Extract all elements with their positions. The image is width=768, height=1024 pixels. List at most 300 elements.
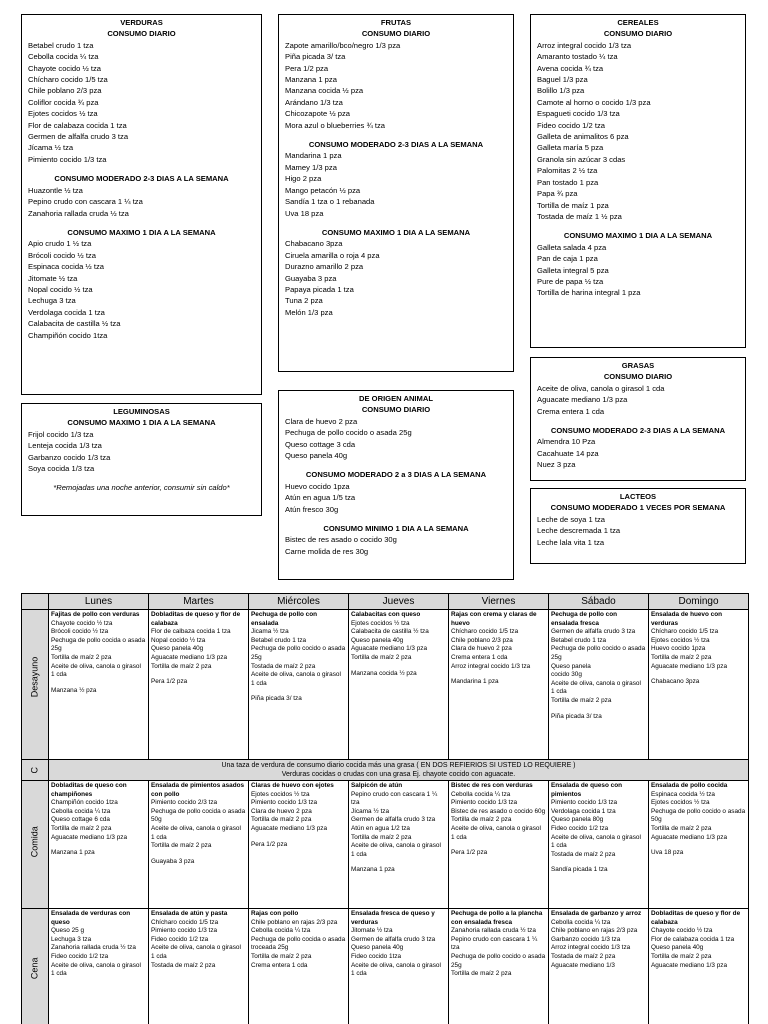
animal-box	[278, 390, 514, 580]
food-item: Apio crudo 1 ½ tza	[28, 239, 92, 249]
line-spacer	[51, 680, 146, 687]
food-item: Ejotes cocidos ½ tza	[28, 109, 98, 119]
food-item: Arroz integral cocido 1/3 tza	[537, 40, 632, 50]
meal-row	[22, 909, 749, 1024]
food-item: Arándano 1/3 tza	[285, 97, 343, 107]
food-item: Palomitas 2 ½ tza	[537, 166, 598, 176]
dish-ingredient: Aceite de oliva, canola o girasol 1 cda	[351, 961, 441, 978]
dish-ingredient: Chayote cocido ½ tza	[651, 927, 713, 935]
food-item: Queso panela 40g	[285, 451, 348, 461]
dish-title: Pechuga de pollo con ensalada	[251, 611, 318, 627]
food-item: Manzana cocida ½ pza	[285, 86, 364, 96]
dish-ingredient: Sandía picada 1 tza	[551, 866, 608, 874]
food-item: Crema entera 1 cda	[537, 406, 605, 416]
line-spacer	[551, 859, 646, 866]
food-item: Jitomate ½ tza	[28, 273, 78, 283]
dish-ingredient: Aceite de oliva, canola o girasol 1 cda	[451, 824, 541, 841]
dish-ingredient: Lechuga 3 tza	[51, 935, 92, 943]
section-heading: CONSUMO MAXIMO 1 DIA A LA SEMANA	[67, 227, 216, 237]
food-item: Tostada de maíz 1 ½ pza	[537, 211, 622, 221]
food-item: Nuez 3 pza	[537, 460, 576, 470]
dish-ingredient: Crema entera 1 cda	[251, 961, 308, 969]
dish-ingredient: Champiñón cocido 1tza	[51, 799, 118, 807]
food-item: Nopal cocido ½ tza	[28, 284, 93, 294]
meal-cell	[549, 610, 649, 760]
day-header: Domingo	[649, 594, 749, 610]
dish-ingredient: Tortilla de maíz 2 pza	[351, 653, 412, 661]
dish-ingredient: Aguacate mediano 1/3 pza	[51, 833, 128, 841]
food-item: Tortilla de harina integral 1 pza	[537, 288, 641, 298]
food-item: Melón 1/3 pza	[285, 307, 333, 317]
food-item: Granola sin azúcar 3 cdas	[537, 154, 626, 164]
dish-ingredient: Cebolla cocida ¼ tza	[51, 807, 111, 815]
dish-ingredient: Fideo cocido 1tza	[351, 952, 402, 960]
line-spacer	[151, 851, 246, 858]
colacion-label: C	[29, 766, 40, 774]
food-item: Galleta de animalitos 6 pza	[537, 132, 629, 142]
dish-ingredient: Tortilla de maíz 2 pza	[251, 952, 312, 960]
meal-cell	[349, 610, 449, 760]
dish-ingredient: Mandarina 1 pza	[451, 678, 499, 686]
dish-ingredient: Fideo cocido 1/2 tza	[51, 952, 109, 960]
food-item: Avena cocida ¾ tza	[537, 63, 604, 73]
dish-title: Pechuga de pollo con ensalada fresca	[551, 611, 618, 627]
dish-ingredient: Zanahoria rallada cruda ½ tza	[51, 944, 136, 952]
dish-ingredient: Piña picada 3/ tza	[251, 695, 302, 703]
dish-title: Ensalada de garbanzo y arroz	[551, 910, 642, 917]
dish-ingredient: Aguacate mediano 1/3 pza	[651, 961, 728, 969]
dish-ingredient: Chícharo cocido 1/5 tza	[651, 628, 719, 636]
food-item: Queso cottage 3 cda	[285, 439, 356, 449]
meal-cell	[449, 781, 549, 909]
meal-cell	[49, 909, 149, 1024]
meal-cell	[49, 610, 149, 760]
food-item: Baguel 1/3 pza	[537, 75, 588, 85]
food-item: Papaya picada 1 tza	[285, 284, 354, 294]
food-item: Garbanzo cocido 1/3 tza	[28, 452, 111, 462]
section-heading: CONSUMO MODERADO 1 VECES POR SEMANA	[550, 503, 726, 513]
dish-ingredient: Chile poblano en rajas 2/3 pza	[551, 927, 638, 935]
dish-ingredient: Tortilla de maíz 2 pza	[151, 842, 212, 850]
dish-ingredient: Aguacate mediano 1/3 pza	[651, 833, 728, 841]
dish-ingredient: Pechuga de pollo cocido o asada 25g	[251, 645, 346, 661]
dish-ingredient: Crema entera 1 cda	[451, 653, 508, 661]
group-note: *Remojadas una noche anterior, consumir sin caldo*	[53, 483, 230, 493]
food-item: Leche lala vita 1 tza	[537, 537, 605, 547]
line-spacer	[251, 688, 346, 695]
day-header: Miércoles	[249, 594, 349, 610]
food-item: Uva 18 pza	[285, 208, 324, 218]
meal-plan-table	[21, 593, 749, 1024]
verduras-box	[21, 14, 262, 395]
dish-title: Claras de huevo con ejotes	[251, 782, 334, 789]
food-item: Piña picada 3/ tza	[285, 52, 346, 62]
dish-ingredient: Flor de calabaza cocida 1 tza	[651, 935, 735, 943]
meal-cell	[149, 781, 249, 909]
section-gap	[28, 219, 255, 227]
line-spacer	[151, 671, 246, 678]
dish-ingredient: Nopal cocido ½ tza	[151, 636, 206, 644]
food-item: Lenteja cocida 1/3 tza	[28, 441, 102, 451]
dish-ingredient: Tortilla de maíz 2 pza	[651, 952, 712, 960]
food-item: Mandarina 1 pza	[285, 151, 342, 161]
dish-ingredient: Bistec de res asado o cocido 60g	[451, 807, 546, 815]
dish-title: Ensalada de pimientos asados con pollo	[151, 782, 245, 798]
meal-cell	[249, 610, 349, 760]
line-spacer	[451, 842, 546, 849]
food-item: Champiñón cocido 1tza	[28, 330, 108, 340]
dish-title: Dobladitas de queso y flor de calabaza	[651, 910, 741, 926]
dish-ingredient: Tortilla de maíz 2 pza	[551, 696, 612, 704]
dish-ingredient: Tortilla de maíz 2 pza	[151, 662, 212, 670]
day-header: Martes	[149, 594, 249, 610]
section-gap	[537, 222, 739, 230]
meal-row	[22, 781, 749, 909]
days-header-row	[22, 594, 749, 610]
food-item: Higo 2 pza	[285, 174, 322, 184]
dish-ingredient: Tortilla de maíz 2 pza	[651, 653, 712, 661]
dish-ingredient: Atún en agua 1/2 tza	[351, 824, 410, 832]
section-heading: CONSUMO MODERADO 2-3 DIAS A LA SEMANA	[308, 140, 484, 150]
food-item: Pechuga de pollo cocido o asada 25g	[285, 428, 412, 438]
food-item: Pera 1/2 pza	[285, 63, 329, 73]
dish-ingredient: Chabacano 3pza	[651, 678, 700, 686]
food-item: Betabel crudo 1 tza	[28, 40, 94, 50]
food-item: Carne molida de res 30g	[285, 546, 369, 556]
dish-ingredient: Tortilla de maíz 2 pza	[451, 970, 512, 978]
section-heading: CONSUMO DIARIO	[361, 29, 431, 39]
food-item: Soya cocida 1/3 tza	[28, 464, 95, 474]
day-header: Lunes	[49, 594, 149, 610]
dish-title: Ensalada de huevo con verduras	[651, 611, 723, 627]
food-item: Cebolla cocida ¼ tza	[28, 52, 99, 62]
dish-ingredient: Chícharo cocido 1/5 tza	[451, 628, 519, 636]
meal-cell	[649, 781, 749, 909]
section-heading: CONSUMO DIARIO	[603, 372, 673, 382]
dish-ingredient: Uva 18 pza	[651, 849, 684, 857]
dish-ingredient: Piña picada 3/ tza	[551, 712, 602, 720]
food-item: Lechuga 3 tza	[28, 296, 76, 306]
group-title: CEREALES	[617, 18, 659, 27]
dish-ingredient: Ejotes cocidos ½ tza	[651, 799, 710, 807]
dish-ingredient: Espinaca cocida ½ tza	[651, 790, 715, 798]
section-heading: CONSUMO MAXIMO 1 DIA A LA SEMANA	[321, 227, 471, 237]
food-item: Frijol cocido 1/3 tza	[28, 429, 94, 439]
meal-cell	[649, 909, 749, 1024]
dish-ingredient: Cebolla cocida ¼ tza	[451, 790, 511, 798]
lacteos-box	[530, 488, 746, 564]
section-gap	[28, 165, 255, 173]
dish-ingredient: Fideo cocido 1/2 tza	[551, 824, 609, 832]
section-heading: CONSUMO MINIMO 1 DIA A LA SEMANA	[323, 524, 469, 534]
meal-label-cell	[22, 909, 49, 1024]
food-item: Tortilla de maíz 1 pza	[537, 200, 609, 210]
dish-title: Dobladitas de queso con champiñones	[51, 782, 127, 798]
meal-cell	[249, 781, 349, 909]
food-item: Pan de caja 1 pza	[537, 254, 598, 264]
food-item: Galleta integral 5 pza	[537, 265, 609, 275]
dish-ingredient: Calabacita de castilla ½ tza	[351, 628, 429, 636]
section-gap	[285, 219, 507, 227]
dish-ingredient: Pimiento cocido 1/3 tza	[251, 799, 318, 807]
dish-title: Rajas con pollo	[251, 910, 299, 917]
dish-ingredient: Pimiento cocido 2/3 tza	[151, 799, 218, 807]
food-item: Galleta maría 5 pza	[537, 143, 604, 153]
corner-cell	[22, 594, 49, 610]
meal-cell	[549, 781, 649, 909]
food-item: Pan tostado 1 pza	[537, 177, 599, 187]
dish-title: Ensalada fresca de queso y verduras	[351, 910, 435, 926]
food-item: Durazno amarillo 2 pza	[285, 262, 364, 272]
dish-ingredient: Clara de huevo 2 pza	[451, 645, 512, 653]
dish-title: Salpicón de atún	[351, 782, 403, 789]
meal-label: Cena	[29, 957, 40, 980]
dish-ingredient: Fideo cocido 1/2 tza	[151, 935, 209, 943]
dish-title: Rajas con crema y claras de huevo	[451, 611, 537, 627]
dish-title: Ensalada de pollo cocida	[651, 782, 728, 789]
dish-ingredient: Chícharo cocido 1/5 tza	[151, 918, 219, 926]
dish-ingredient: Manzana 1 pza	[351, 866, 395, 874]
dish-ingredient: Aguacate mediano 1/3	[551, 961, 615, 969]
meal-cell	[349, 909, 449, 1024]
dish-ingredient: Germen de alfalfa crudo 3 tza	[351, 935, 436, 943]
dish-ingredient: Cebolla cocida ¼ tza	[251, 927, 311, 935]
dish-ingredient: Pechuga de pollo cocido o asada 25g	[551, 645, 646, 661]
food-item: Zapote amarillo/bco/negro 1/3 pza	[285, 40, 401, 50]
food-item: Flor de calabaza cocida 1 tza	[28, 120, 127, 130]
dish-ingredient: Ejotes cocidos ½ tza	[351, 619, 410, 627]
line-spacer	[351, 859, 446, 866]
group-title: GRASAS	[621, 361, 655, 370]
dish-ingredient: Tostada de maíz 2 pza	[551, 952, 616, 960]
dish-ingredient: Cebolla cocida ¼ tza	[551, 918, 611, 926]
dish-ingredient: Aceite de oliva, canola o girasol 1 cda	[251, 671, 341, 687]
dish-ingredient: Queso panela 40g	[351, 944, 404, 952]
line-spacer	[551, 706, 646, 713]
dish-ingredient: Pepino crudo con cascara 1 ¼ tza	[351, 790, 438, 807]
line-spacer	[351, 663, 446, 670]
food-item: Atún en agua 1/5 tza	[285, 493, 356, 503]
colacion-label-cell	[22, 760, 49, 781]
day-header: Sábado	[549, 594, 649, 610]
food-item: Aguacate mediano 1/3 pza	[537, 395, 628, 405]
meal-cell	[449, 909, 549, 1024]
dish-ingredient: Aceite de oliva, canola o girasol 1 cda	[151, 944, 241, 960]
section-gap	[285, 131, 507, 139]
dish-ingredient: Aguacate mediano 1/3 pza	[251, 824, 328, 832]
food-item: Amaranto tostado ¼ tza	[537, 52, 618, 62]
food-item: Ciruela amarilla o roja 4 pza	[285, 250, 380, 260]
dish-ingredient: Guayaba 3 pza	[151, 857, 195, 865]
section-heading: CONSUMO DIARIO	[107, 29, 176, 39]
dish-title: Ensalada de queso con pimientos	[551, 782, 623, 798]
food-item: Bistec de res asado o cocido 30g	[285, 535, 397, 545]
food-item: Mamey 1/3 pza	[285, 162, 337, 172]
dish-ingredient: Pepino crudo con cascara 1 ¼ tza	[451, 935, 538, 952]
line-spacer	[651, 671, 746, 678]
food-item: Germen de alfalfa crudo 3 tza	[28, 132, 129, 142]
section-gap	[285, 461, 507, 469]
meal-row	[22, 610, 749, 760]
food-item: Coliflor cocida ¾ pza	[28, 97, 99, 107]
dish-ingredient: Betabel crudo 1 tza	[251, 636, 307, 644]
dish-ingredient: Arroz integral cocido 1/3 tza	[451, 662, 531, 670]
dish-ingredient: Pechuga de pollo cocida o asada 25g	[51, 636, 146, 653]
food-item: Camote al horno o cocido 1/3 pza	[537, 97, 651, 107]
dish-ingredient: Tortilla de maíz 2 pza	[251, 816, 312, 824]
dish-ingredient: Ejotes cocidos ½ tza	[651, 636, 710, 644]
dish-ingredient: Verdolaga cocida 1 tza	[551, 807, 616, 815]
food-item: Manzana 1 pza	[285, 75, 337, 85]
dish-ingredient: Ejotes cocidos ½ tza	[251, 790, 310, 798]
food-item: Tuna 2 pza	[285, 296, 323, 306]
meal-cell	[449, 610, 549, 760]
food-item: Sandía 1 tza o 1 rebanada	[285, 197, 375, 207]
food-item: Zanahoria rallada cruda ½ tza	[28, 208, 129, 218]
dish-ingredient: Zanahoria rallada cruda ½ tza	[451, 927, 536, 935]
dish-ingredient: Aceite de oliva, canola o girasol 1 cda	[51, 662, 141, 679]
group-title: LEGUMINOSAS	[113, 407, 170, 416]
meal-label-cell	[22, 781, 49, 909]
frutas-box	[278, 14, 514, 372]
dish-ingredient: Tortilla de maíz 2 pza	[451, 816, 512, 824]
food-item: Pimiento cocido 1/3 tza	[28, 154, 107, 164]
dish-ingredient: Queso cottage 6 cda	[51, 816, 110, 824]
section-heading: CONSUMO DIARIO	[361, 405, 431, 415]
dish-ingredient: Queso panela 40g	[651, 944, 704, 952]
dish-ingredient: Pera 1/2 pza	[251, 840, 288, 848]
day-header: Viernes	[449, 594, 549, 610]
colacion-line: Una taza de verdura de consumo diario cocida más una grasa ( EN DOS REFIERIOS SI USTED LO REQUIERE )	[221, 762, 576, 769]
dish-ingredient: Aceite de oliva, canola o girasol 1 cda	[351, 842, 441, 858]
dish-ingredient: Aguacate mediano 1/3 pza	[151, 653, 228, 661]
meal-cell	[549, 909, 649, 1024]
dish-ingredient: Tortilla de maíz 2 pza	[51, 653, 112, 661]
dish-title: Fajitas de pollo con verduras	[51, 611, 140, 618]
dish-ingredient: Tortilla de maíz 2 pza	[51, 824, 112, 832]
food-item: Mora azul o blueberries ¾ tza	[285, 120, 386, 130]
dish-ingredient: Manzana 1 pza	[51, 849, 95, 857]
dish-ingredient: Manzana cocida ½ pza	[351, 669, 417, 677]
dish-ingredient: Tortilla de maíz 2 pza	[351, 833, 412, 841]
dish-ingredient: Pimiento cocido 1/3 tza	[551, 799, 618, 807]
meal-label: Comida	[29, 826, 40, 858]
dish-ingredient: Pechuga de pollo cocido o asada 25g	[451, 952, 546, 969]
dish-ingredient: Tostada de maíz 2 pza	[251, 662, 316, 670]
dish-title: Ensalada de atún y pasta	[151, 910, 228, 917]
food-item: Verdolaga cocida 1 tza	[28, 307, 105, 317]
dish-ingredient: Pera 1/2 pza	[451, 849, 488, 857]
food-item: Brócoli cocido ½ tza	[28, 250, 96, 260]
dish-ingredient: Queso panela	[551, 662, 591, 670]
meal-label-cell	[22, 610, 49, 760]
dish-ingredient: Queso panela 80g	[551, 816, 604, 824]
food-item: Mango petacón ½ pza	[285, 185, 361, 195]
food-item: Cacahuate 14 pza	[537, 448, 599, 458]
dish-ingredient: Garbanzo cocido 1/3 tza	[551, 935, 621, 943]
dish-ingredient: Chayote cocido ½ tza	[51, 619, 113, 627]
food-item: Aceite de oliva, canola o girasol 1 cda	[537, 383, 665, 393]
meal-cell	[649, 610, 749, 760]
dish-title: Calabacitas con queso	[351, 611, 421, 618]
dish-ingredient: Brócoli cocido ½ tza	[51, 628, 109, 636]
food-item: Papa ¾ pza	[537, 189, 578, 199]
food-item: Huevo cocido 1pza	[285, 481, 350, 491]
food-item: Pepino crudo con cascara 1 ¼ tza	[28, 197, 143, 207]
dish-ingredient: Tostada de maíz 2 pza	[551, 850, 616, 858]
dish-ingredient: Aceite de oliva, canola o girasol 1 cda	[51, 961, 141, 978]
leguminosas-box	[21, 403, 262, 516]
food-item: Pure de papa ½ tza	[537, 276, 604, 286]
dish-ingredient: Germen de alfalfa crudo 3 tza	[351, 816, 436, 824]
dish-title: Pechuga de pollo a la plancha con ensalada fresca	[451, 910, 543, 926]
colacion-line: Verduras cocidas o crudas con una grasa Ej. chayote cocido con aguacate.	[281, 771, 516, 778]
food-item: Chile poblano 2/3 pza	[28, 86, 102, 96]
dish-ingredient: Jicama ½ tza	[251, 628, 289, 636]
food-item: Calabacita de castilla ½ tza	[28, 319, 121, 329]
dish-ingredient: Aceite de oliva, canola o girasol 1 cda	[551, 833, 641, 850]
dish-ingredient: cocido 30g	[551, 671, 582, 679]
colacion-row	[22, 760, 749, 781]
dish-ingredient: Queso panela 40g	[151, 645, 204, 653]
dish-ingredient: Jícama ½ tza	[351, 807, 390, 815]
line-spacer	[651, 842, 746, 849]
food-item: Almendra 10 Pza	[537, 437, 596, 447]
dish-ingredient: Pera 1/2 pza	[151, 678, 188, 686]
section-heading: CONSUMO MODERADO 2-3 DIAS A LA SEMANA	[54, 174, 229, 184]
dish-ingredient: Manzana ½ pza	[51, 686, 97, 694]
food-item: Clara de huevo 2 pza	[285, 416, 358, 426]
dish-ingredient: Betabel crudo 1 tza	[551, 636, 607, 644]
group-title: LACTEOS	[619, 492, 657, 501]
meal-label: Desayuno	[29, 656, 40, 698]
dish-ingredient: Aguacate mediano 1/3 pza	[351, 645, 428, 653]
section-gap	[285, 515, 507, 523]
section-heading: CONSUMO MODERADO 2 a 3 DIAS A LA SEMANA	[305, 470, 487, 480]
dish-ingredient: Aceite de oliva, canola o girasol 1 cda	[151, 824, 241, 841]
dish-ingredient: Aguacate mediano 1/3 pza	[651, 662, 728, 670]
dish-ingredient: Pechuga de pollo cocido o asada 50g	[651, 807, 746, 824]
dish-ingredient: Chile poblano en rajas 2/3 pza	[251, 918, 338, 926]
line-spacer	[251, 834, 346, 841]
line-spacer	[451, 671, 546, 678]
dish-ingredient: Queso panela 40g	[351, 636, 404, 644]
dish-title: Ensalada de verduras con queso	[51, 910, 131, 926]
meal-cell	[149, 610, 249, 760]
food-item: Fideo cocido 1/2 tza	[537, 120, 605, 130]
dish-ingredient: Flor de calbaza cocida 1 tza	[151, 628, 231, 636]
cereales-box	[530, 14, 746, 348]
food-item: Chabacano 3pza	[285, 239, 343, 249]
dish-ingredient: Pimiento cocido 1/3 tza	[451, 799, 518, 807]
group-title: VERDURAS	[120, 18, 163, 27]
grasas-box	[530, 357, 746, 481]
food-item: Bolillo 1/3 pza	[537, 86, 585, 96]
meal-cell	[249, 909, 349, 1024]
group-title: DE ORIGEN ANIMAL	[359, 394, 433, 403]
group-title: FRUTAS	[380, 18, 412, 27]
dish-ingredient: Arroz integral cocido 1/3 tza	[551, 944, 631, 952]
dish-ingredient: Pechuga de pollo cocida o asada 50g	[151, 807, 246, 824]
food-item: Chícharo cocido 1/5 tza	[28, 75, 108, 85]
food-item: Leche de soya 1 tza	[537, 514, 605, 524]
dish-title: Bistec de res con verduras	[451, 782, 533, 789]
dish-ingredient: Aceite de oliva, canola o girasol 1 cda	[551, 679, 641, 696]
food-item: Chayote cocido ½ tza	[28, 63, 102, 73]
colacion-note	[49, 760, 749, 781]
food-item: Galleta salada 4 pza	[537, 242, 607, 252]
dish-ingredient: Germen de alfalfa crudo 3 tza	[551, 628, 636, 636]
